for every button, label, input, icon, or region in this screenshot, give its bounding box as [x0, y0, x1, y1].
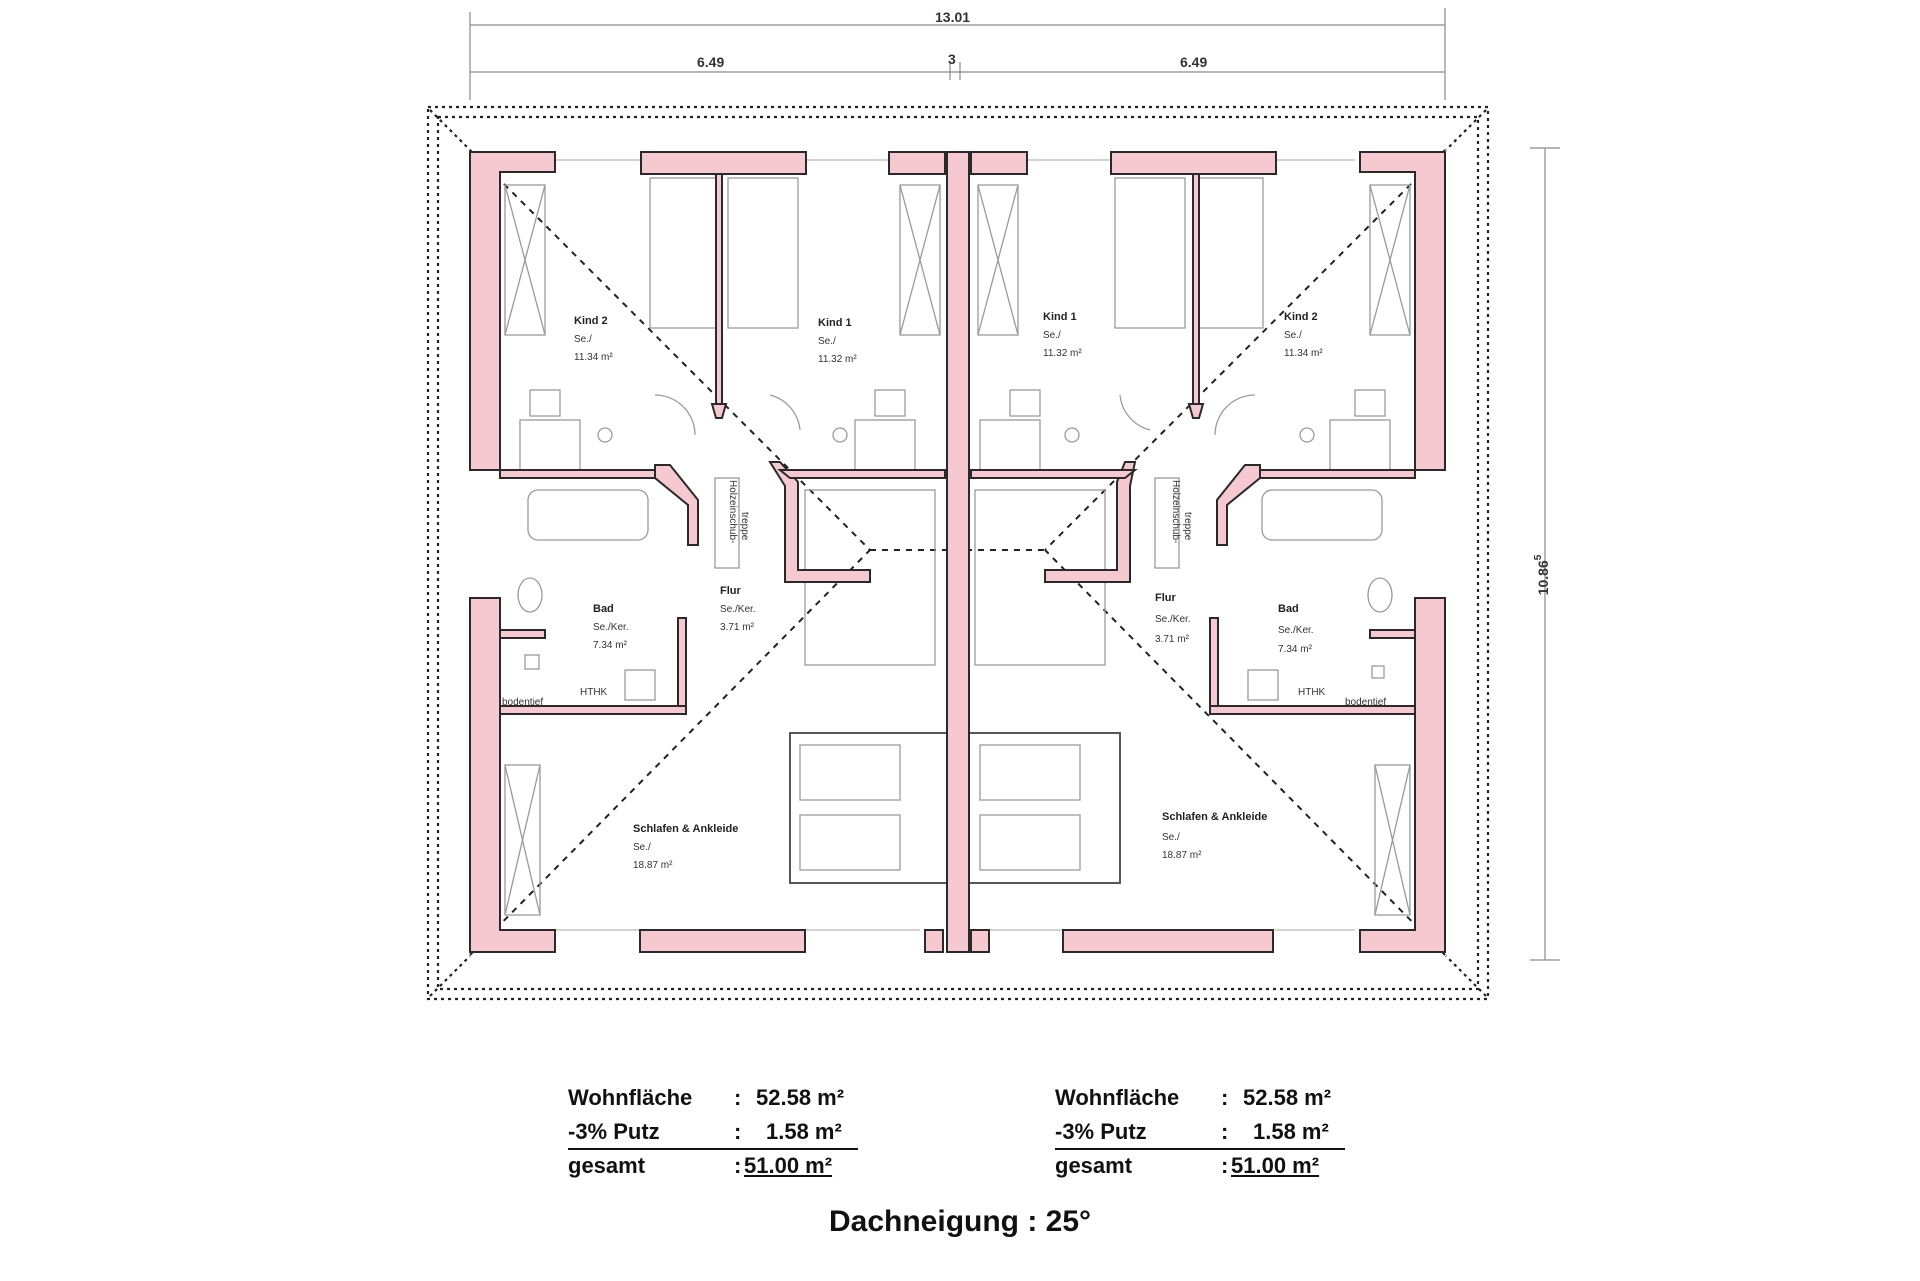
room-kind2-left	[574, 315, 613, 363]
room-kind1-left	[818, 317, 857, 365]
room-floor: Se./Ker.	[1155, 614, 1191, 625]
svg-text:treppe: treppe	[739, 512, 750, 541]
room-flur-right	[1155, 592, 1191, 645]
roof-pitch-label: Dachneigung : 25°	[828, 1205, 1092, 1238]
room-name: Flur	[1155, 592, 1176, 604]
room-name: Kind 1	[818, 317, 852, 329]
room-floor: Se./	[818, 336, 836, 347]
summary-row-wohnflaeche: Wohnfläche : 52.58 m²	[568, 1085, 845, 1110]
dim-total-width: 13.01	[935, 9, 971, 25]
room-schlafen-right	[1162, 811, 1267, 861]
room-bad-right	[1278, 603, 1314, 655]
room-floor: Se./	[1284, 330, 1302, 341]
room-area: 3.71 m²	[720, 622, 754, 633]
room-name: Schlafen & Ankleide	[633, 823, 739, 835]
dim-middle: 3	[948, 51, 956, 67]
room-floor: Se./	[574, 334, 592, 345]
room-area: 11.34 m²	[574, 352, 613, 363]
room-name: Flur	[720, 585, 741, 597]
room-area: 18.87 m²	[1162, 850, 1202, 861]
room-area: 11.34 m²	[1284, 348, 1323, 359]
summary-row-putz: -3% Putz : 1.58 m²	[1055, 1119, 1329, 1144]
value-wohnflaeche: 52.58 m²	[1243, 1085, 1332, 1110]
summary-row-wohnflaeche: Wohnfläche : 52.58 m²	[1055, 1085, 1332, 1110]
room-kind1-right	[1043, 311, 1082, 359]
room-area: 11.32 m²	[1043, 348, 1082, 359]
room-schlafen-left	[633, 823, 738, 871]
room-name: Bad	[1278, 603, 1299, 615]
room-kind2-right	[1284, 311, 1323, 359]
room-floor: Se./Ker.	[1278, 625, 1314, 636]
value-putz: 1.58 m²	[1253, 1119, 1329, 1144]
stair-label-left	[727, 480, 750, 543]
room-floor: Se./	[1162, 832, 1180, 843]
room-name: Bad	[593, 603, 614, 615]
svg-text:treppe: treppe	[1182, 512, 1193, 541]
stair-label-right	[1170, 480, 1193, 543]
summary-row-putz: -3% Putz : 1.58 m²	[568, 1119, 842, 1144]
room-floor: Se./Ker.	[720, 604, 756, 615]
label-wohnflaeche: Wohnfläche	[568, 1085, 693, 1110]
area-summary-right	[1055, 1085, 1355, 1187]
room-bad-left	[593, 603, 629, 651]
dimension-lines	[470, 8, 1560, 960]
dim-left-width: 6.49	[697, 54, 725, 70]
label-gesamt: gesamt	[568, 1153, 646, 1178]
room-floor: Se./Ker.	[593, 622, 629, 633]
value-gesamt: 51.00 m²	[1231, 1153, 1320, 1178]
room-area: 11.32 m²	[818, 354, 857, 365]
value-putz: 1.58 m²	[766, 1119, 842, 1144]
summary-row-gesamt: gesamt : 51.00 m²	[568, 1153, 833, 1178]
summary-row-gesamt: gesamt : 51.00 m²	[1055, 1153, 1320, 1178]
room-area: 7.34 m²	[593, 640, 627, 651]
room-area: 7.34 m²	[1278, 644, 1312, 655]
room-area: 3.71 m²	[1155, 634, 1189, 645]
value-wohnflaeche: 52.58 m²	[756, 1085, 845, 1110]
label-wohnflaeche: Wohnfläche	[1055, 1085, 1180, 1110]
room-name: Kind 2	[574, 315, 608, 327]
label-gesamt: gesamt	[1055, 1153, 1133, 1178]
label-putz: -3% Putz	[1055, 1119, 1147, 1144]
room-name: Kind 2	[1284, 311, 1318, 323]
bodentief-label-right: bodentief	[1345, 697, 1387, 708]
dim-right-width: 6.49	[1180, 54, 1208, 70]
value-gesamt: 51.00 m²	[744, 1153, 833, 1178]
room-name: Schlafen & Ankleide	[1162, 811, 1268, 823]
walls	[470, 152, 1445, 952]
svg-text:Holzeinschub-: Holzeinschub-	[727, 480, 738, 544]
room-name: Kind 1	[1043, 311, 1077, 323]
room-floor: Se./	[633, 842, 651, 853]
bodentief-label-left: bodentief	[502, 697, 544, 708]
room-flur-left	[720, 585, 756, 633]
dim-depth: 10.86$^5$	[1533, 554, 1551, 596]
label-putz: -3% Putz	[568, 1119, 660, 1144]
area-summary-left	[568, 1085, 868, 1187]
hthk-label-left: HTHK	[580, 687, 608, 698]
room-floor: Se./	[1043, 330, 1061, 341]
hthk-label-right: HTHK	[1298, 687, 1326, 698]
svg-text:Holzeinschub-: Holzeinschub-	[1170, 480, 1181, 544]
room-area: 18.87 m²	[633, 860, 673, 871]
